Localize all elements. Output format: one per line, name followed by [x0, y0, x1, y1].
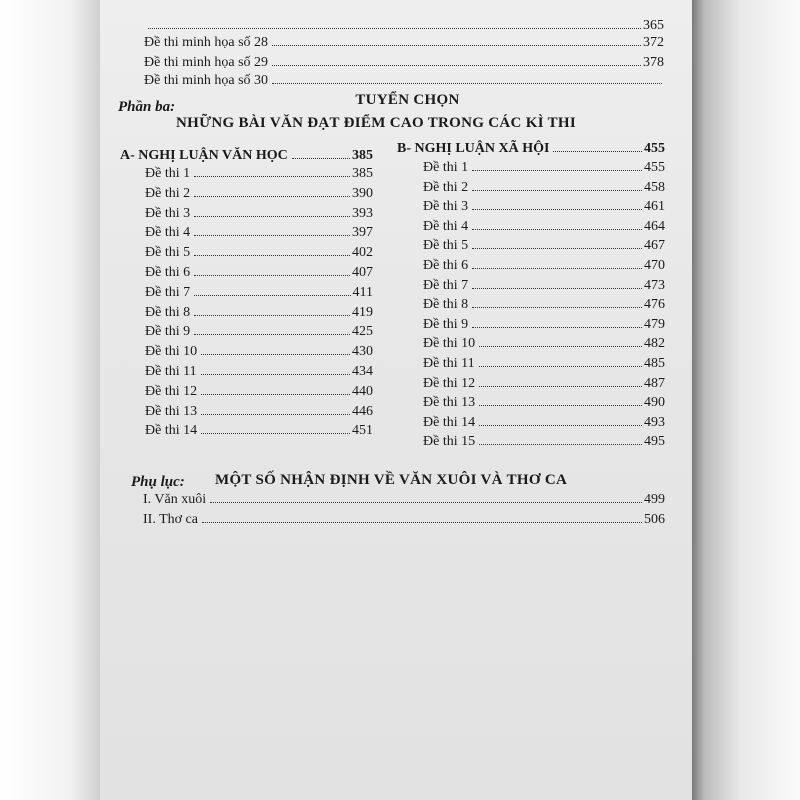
toc-page: 365 [643, 18, 664, 33]
leader-dots [272, 65, 641, 66]
toc-entry-row [145, 285, 373, 301]
toc-entry-label: Đề thi 4 [423, 218, 469, 234]
section-heading-text: A- NGHỊ LUẬN VĂN HỌC [120, 148, 288, 163]
leader-dots [292, 158, 350, 159]
toc-entry-page: 419 [352, 304, 373, 320]
toc-entry-label: Đề thi 8 [145, 304, 191, 320]
leader-dots [272, 45, 641, 46]
part-title-line2: NHỮNG BÀI VĂN ĐẠT ĐIỂM CAO TRONG CÁC KÌ THI [176, 115, 577, 131]
leader-dots [553, 151, 642, 152]
toc-entry-page: 479 [644, 316, 665, 332]
toc-entry-row [423, 356, 665, 372]
toc-entry-page: 473 [644, 277, 665, 293]
part-title-line1: TUYỂN CHỌN [355, 92, 460, 108]
toc-entry-label: Đề thi 2 [145, 185, 191, 201]
toc-label: II. Thơ ca [143, 512, 198, 527]
leader-dots [472, 209, 642, 210]
leader-dots [194, 255, 350, 256]
toc-entry-page: 402 [352, 245, 373, 261]
toc-entry-label: Đề thi 11 [423, 356, 475, 371]
toc-entry-label: Đề thi 5 [423, 238, 469, 254]
leader-dots [472, 229, 642, 230]
toc-entry-row [423, 415, 665, 431]
toc-entry-label: Đề thi 14 [423, 414, 476, 430]
toc-entry-label: Đề thi 7 [423, 277, 469, 293]
toc-entry-page: 407 [352, 265, 373, 280]
appendix-title: MỘT SỐ NHẬN ĐỊNH VỀ VĂN XUÔI VÀ THƠ CA [215, 472, 568, 488]
toc-entry-label: Đề thi 6 [145, 265, 191, 280]
leader-dots [272, 83, 662, 84]
toc-entry-label: Đề thi 3 [145, 205, 191, 221]
toc-entry-page: 451 [352, 423, 373, 439]
toc-entry-page: 495 [644, 434, 665, 450]
toc-entry-page: 425 [352, 324, 373, 340]
toc-entry-row [145, 206, 373, 222]
leader-dots [479, 366, 642, 367]
toc-entry-page: 490 [644, 395, 665, 411]
leader-dots [201, 433, 350, 434]
leader-dots [472, 268, 642, 269]
leader-dots [472, 190, 642, 191]
toc-entry-label: Đề thi 3 [423, 199, 469, 215]
toc-page: 506 [644, 512, 665, 527]
toc-entry-row [145, 166, 373, 182]
leader-dots [472, 248, 642, 249]
toc-page: 372 [643, 35, 664, 50]
toc-entry-row [423, 376, 665, 392]
leader-dots [201, 394, 350, 395]
toc-entry-page: 458 [644, 179, 665, 195]
toc-entry-row [423, 297, 665, 313]
toc-entry-row [423, 199, 665, 215]
section-page: 385 [352, 148, 373, 163]
leader-dots [194, 295, 350, 296]
toc-entry-label: Đề thi 10 [423, 336, 476, 352]
leader-dots [479, 444, 642, 445]
leader-dots [201, 374, 350, 375]
leader-dots [210, 502, 642, 503]
toc-entry-page: 440 [352, 383, 373, 399]
section-page: 455 [644, 141, 665, 156]
toc-entry-page: 397 [352, 225, 373, 241]
toc-entry-page: 446 [352, 403, 373, 419]
toc-page: 499 [644, 492, 665, 507]
leader-dots [194, 315, 350, 316]
toc-entry-page: 493 [644, 414, 665, 430]
toc-entry-row [145, 404, 373, 420]
toc-entry-label: Đề thi 6 [423, 258, 469, 273]
toc-entry-label: Đề thi 14 [145, 423, 198, 439]
section-heading-text: B- NGHỊ LUẬN XÃ HỘI [397, 141, 550, 156]
toc-row-top-2 [144, 35, 664, 51]
toc-label: Đề thi minh họa số 30 [144, 73, 269, 88]
toc-entry-page: 464 [644, 218, 665, 234]
leader-dots [472, 170, 642, 171]
toc-label: Đề thi minh họa số 29 [144, 55, 269, 70]
appendix-row-2 [143, 512, 665, 528]
leader-dots [472, 288, 642, 289]
toc-entry-row [423, 180, 665, 196]
toc-entry-row [423, 238, 665, 254]
toc-label: I. Văn xuôi [143, 492, 207, 507]
section-a-heading [120, 148, 373, 164]
leader-dots [194, 235, 350, 236]
toc-entry-row [423, 336, 665, 352]
toc-entry-page: 390 [352, 185, 373, 201]
leader-dots [479, 346, 642, 347]
leader-dots [194, 196, 350, 197]
toc-entry-row [423, 434, 665, 450]
toc-entry-page: 385 [352, 166, 373, 181]
toc-entry-row [145, 245, 373, 261]
part-label: Phần ba: [118, 99, 176, 115]
toc-entry-row [423, 258, 665, 274]
toc-entry-row [145, 364, 373, 380]
toc-entry-page: 476 [644, 297, 665, 313]
toc-entry-row [145, 305, 373, 321]
section-b-heading [397, 141, 665, 157]
toc-entry-label: Đề thi 9 [423, 316, 469, 332]
toc-entry-label: Đề thi 4 [145, 225, 191, 241]
toc-entry-label: Đề thi 10 [145, 344, 198, 360]
toc-entry-page: 482 [644, 336, 665, 352]
toc-entry-row [423, 278, 665, 294]
toc-entry-row [423, 317, 665, 333]
toc-entry-page: 487 [644, 375, 665, 391]
toc-entry-label: Đề thi 1 [423, 160, 469, 175]
leader-dots [479, 386, 642, 387]
toc-entry-label: Đề thi 12 [145, 383, 198, 399]
page-edge-shadow [692, 0, 800, 800]
toc-row-top-3 [144, 55, 664, 71]
toc-entry-row [145, 384, 373, 400]
leader-dots [202, 522, 642, 523]
leader-dots [194, 176, 350, 177]
toc-entry-page: 470 [644, 258, 665, 273]
leader-dots [479, 425, 642, 426]
leader-dots [148, 28, 641, 29]
appendix-row-1 [143, 492, 665, 508]
toc-label: Đề thi minh họa số 28 [144, 35, 269, 50]
toc-entry-row [423, 160, 665, 176]
background-left [0, 0, 100, 800]
toc-entry-row [145, 423, 373, 439]
toc-entry-row [145, 225, 373, 241]
toc-entry-row [423, 219, 665, 235]
leader-dots [201, 354, 350, 355]
toc-page: 378 [643, 55, 664, 70]
toc-entry-row [145, 344, 373, 360]
toc-entry-page: 485 [644, 356, 665, 371]
leader-dots [479, 405, 642, 406]
toc-entry-page: 467 [644, 238, 665, 254]
toc-entry-row [423, 395, 665, 411]
toc-entry-label: Đề thi 2 [423, 179, 469, 195]
toc-entry-label: Đề thi 13 [423, 395, 476, 411]
toc-entry-label: Đề thi 15 [423, 434, 476, 450]
leader-dots [472, 327, 642, 328]
toc-entry-page: 393 [352, 205, 373, 221]
appendix-label: Phụ lục: [131, 474, 185, 490]
leader-dots [194, 216, 350, 217]
leader-dots [201, 414, 350, 415]
toc-entry-label: Đề thi 9 [145, 324, 191, 340]
toc-entry-page: 411 [352, 284, 373, 300]
toc-entry-label: Đề thi 12 [423, 375, 476, 391]
toc-entry-row [145, 186, 373, 202]
leader-dots [194, 334, 350, 335]
toc-entry-label: Đề thi 11 [145, 364, 197, 379]
toc-entry-label: Đề thi 13 [145, 403, 198, 419]
toc-entry-row [145, 265, 373, 281]
toc-row-top-1 [144, 18, 664, 34]
toc-entry-label: Đề thi 5 [145, 245, 191, 261]
toc-entry-label: Đề thi 7 [145, 284, 191, 300]
leader-dots [472, 307, 642, 308]
toc-entry-page: 455 [644, 160, 665, 175]
toc-row-top-4 [144, 73, 664, 89]
toc-entry-label: Đề thi 8 [423, 297, 469, 313]
toc-entry-page: 461 [644, 199, 665, 215]
toc-entry-label: Đề thi 1 [145, 166, 191, 181]
toc-entry-page: 434 [352, 364, 373, 379]
leader-dots [194, 275, 350, 276]
toc-entry-row [145, 324, 373, 340]
toc-entry-page: 430 [352, 344, 373, 360]
